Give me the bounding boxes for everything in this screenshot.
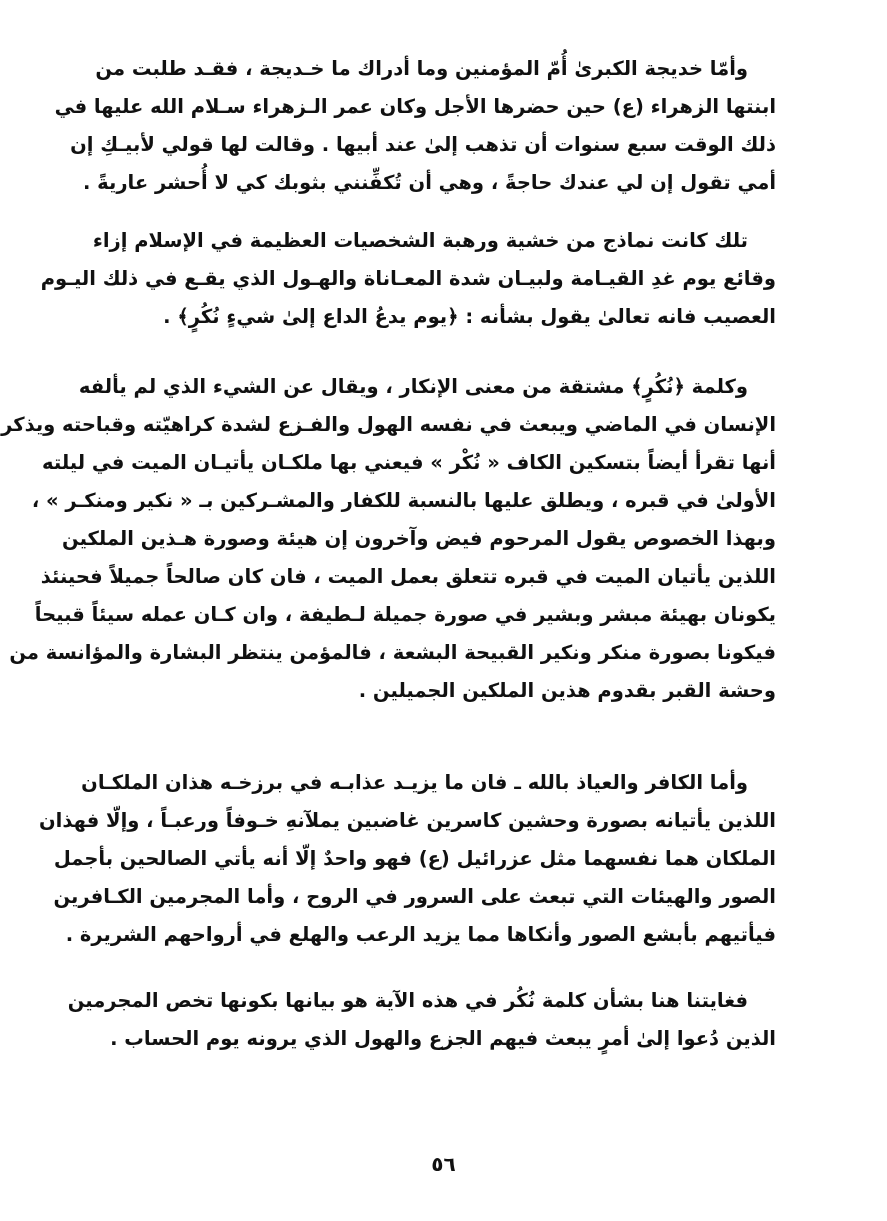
- text-line: وقائع يوم غدِ القيـامة ولبيـان شدة المعـاناة والهـول الذي يقـع في ذلك اليـوم: [40, 267, 776, 290]
- text-line: الإنسان في الماضي ويبعث في نفسه الهول والفـزع لشدة كراهيّته وقباحته ويذكر: [1, 413, 776, 436]
- text-line: وأما الكافر والعياذ بالله ـ فان ما يزيـد عذابـه في برزخـه هذان الملكـان: [81, 771, 748, 794]
- text-line: وبهذا الخصوص يقول المرحوم فيض وآخرون إن هيئة وصورة هـذين الملكين: [62, 527, 776, 550]
- text-line: أمي تقول إن لي عندك حاجةً ، وهي أن تُكفِّنني بثوبك كي لا أُحشر عاريةً .: [82, 171, 776, 194]
- paragraph-examples: [40, 222, 776, 336]
- text-line: أنها تقرأ أيضاً بتسكين الكاف « نُكْر » فيعني بها ملكـان يأتيـان الميت في ليلته: [42, 451, 776, 474]
- text-line: اللذين يأتيان الميت في قبره تتعلق بعمل الميت ، فان كان صالحاً جميلاً فحينئذ: [40, 565, 776, 588]
- text-line: وكلمة ﴿نُكُرٍ﴾ مشتقة من معنى الإنكار ، ويقال عن الشيء الذي لم يألفه: [78, 375, 748, 398]
- paragraph-conclusion: [67, 982, 776, 1058]
- text-line: ابنتها الزهراء (ع) حين حضرها الأجل وكان عمر الـزهراء سـلام الله عليها في: [54, 95, 776, 118]
- page-number: ٥٦: [431, 1152, 456, 1176]
- text-line: فيأتيهم بأبشع الصور وأنكاها مما يزيد الرعب والهلع في أرواحهم الشريرة .: [65, 923, 776, 946]
- paragraph-khadija: [54, 50, 776, 202]
- text-line: فيكونا بصورة منكر ونكير القبيحة البشعة ، فالمؤمن ينتظر البشارة والمؤانسة من: [9, 641, 776, 664]
- text-line: ذلك الوقت سبع سنوات أن تذهب إلىٰ عند أبيها . وقالت لها قولي لأبيـكِ إن: [70, 133, 776, 156]
- text-line: وأمّا خديجة الكبرىٰ أُمّ المؤمنين وما أدراك ما خـديجة ، فقـد طلبت من: [95, 57, 748, 80]
- text-line: الصور والهيئات التي تبعث على السرور في الروح ، وأما المجرمين الكـافرين: [53, 885, 776, 908]
- text-line: تلك كانت نماذج من خشية ورهبة الشخصيات العظيمة في الإسلام إزاء: [92, 229, 748, 252]
- text-line: العصيب فانه تعالىٰ يقول بشأنه : ﴿يوم يدعُ الداع إلىٰ شيءٍ نُكُرٍ﴾ .: [163, 305, 776, 328]
- paragraph-nukr-word: [1, 368, 776, 710]
- text-line: الذين دُعوا إلىٰ أمرٍ يبعث فيهم الجزع والهول الذي يرونه يوم الحساب .: [110, 1027, 776, 1050]
- text-line: اللذين يأتيانه بصورة وحشين كاسرين غاضبين يملآنهِ خـوفاً ورعبـاً ، وإلّا فهذان: [39, 809, 776, 832]
- text-line: فغايتنا هنا بشأن كلمة نُكُر في هذه الآية هو بيانها بكونها تخص المجرمين: [67, 989, 748, 1012]
- text-line: الأولىٰ في قبره ، ويطلق عليها بالنسبة للكفار والمشـركين بـ « نكير ومنكـر » ،: [31, 489, 776, 512]
- text-line: الملكان هما نفسهما مثل عزرائيل (ع) فهو واحدٌ إلّا أنه يأتي الصالحين بأجمل: [53, 847, 776, 870]
- text-line: يكونان بهيئة مبشر وبشير في صورة جميلة لـطيفة ، وان كـان عمله سيئاً قبيحاً: [34, 603, 776, 626]
- text-line: وحشة القبر بقدوم هذين الملكين الجميلين .: [358, 679, 776, 702]
- paragraph-disbeliever: [39, 764, 776, 954]
